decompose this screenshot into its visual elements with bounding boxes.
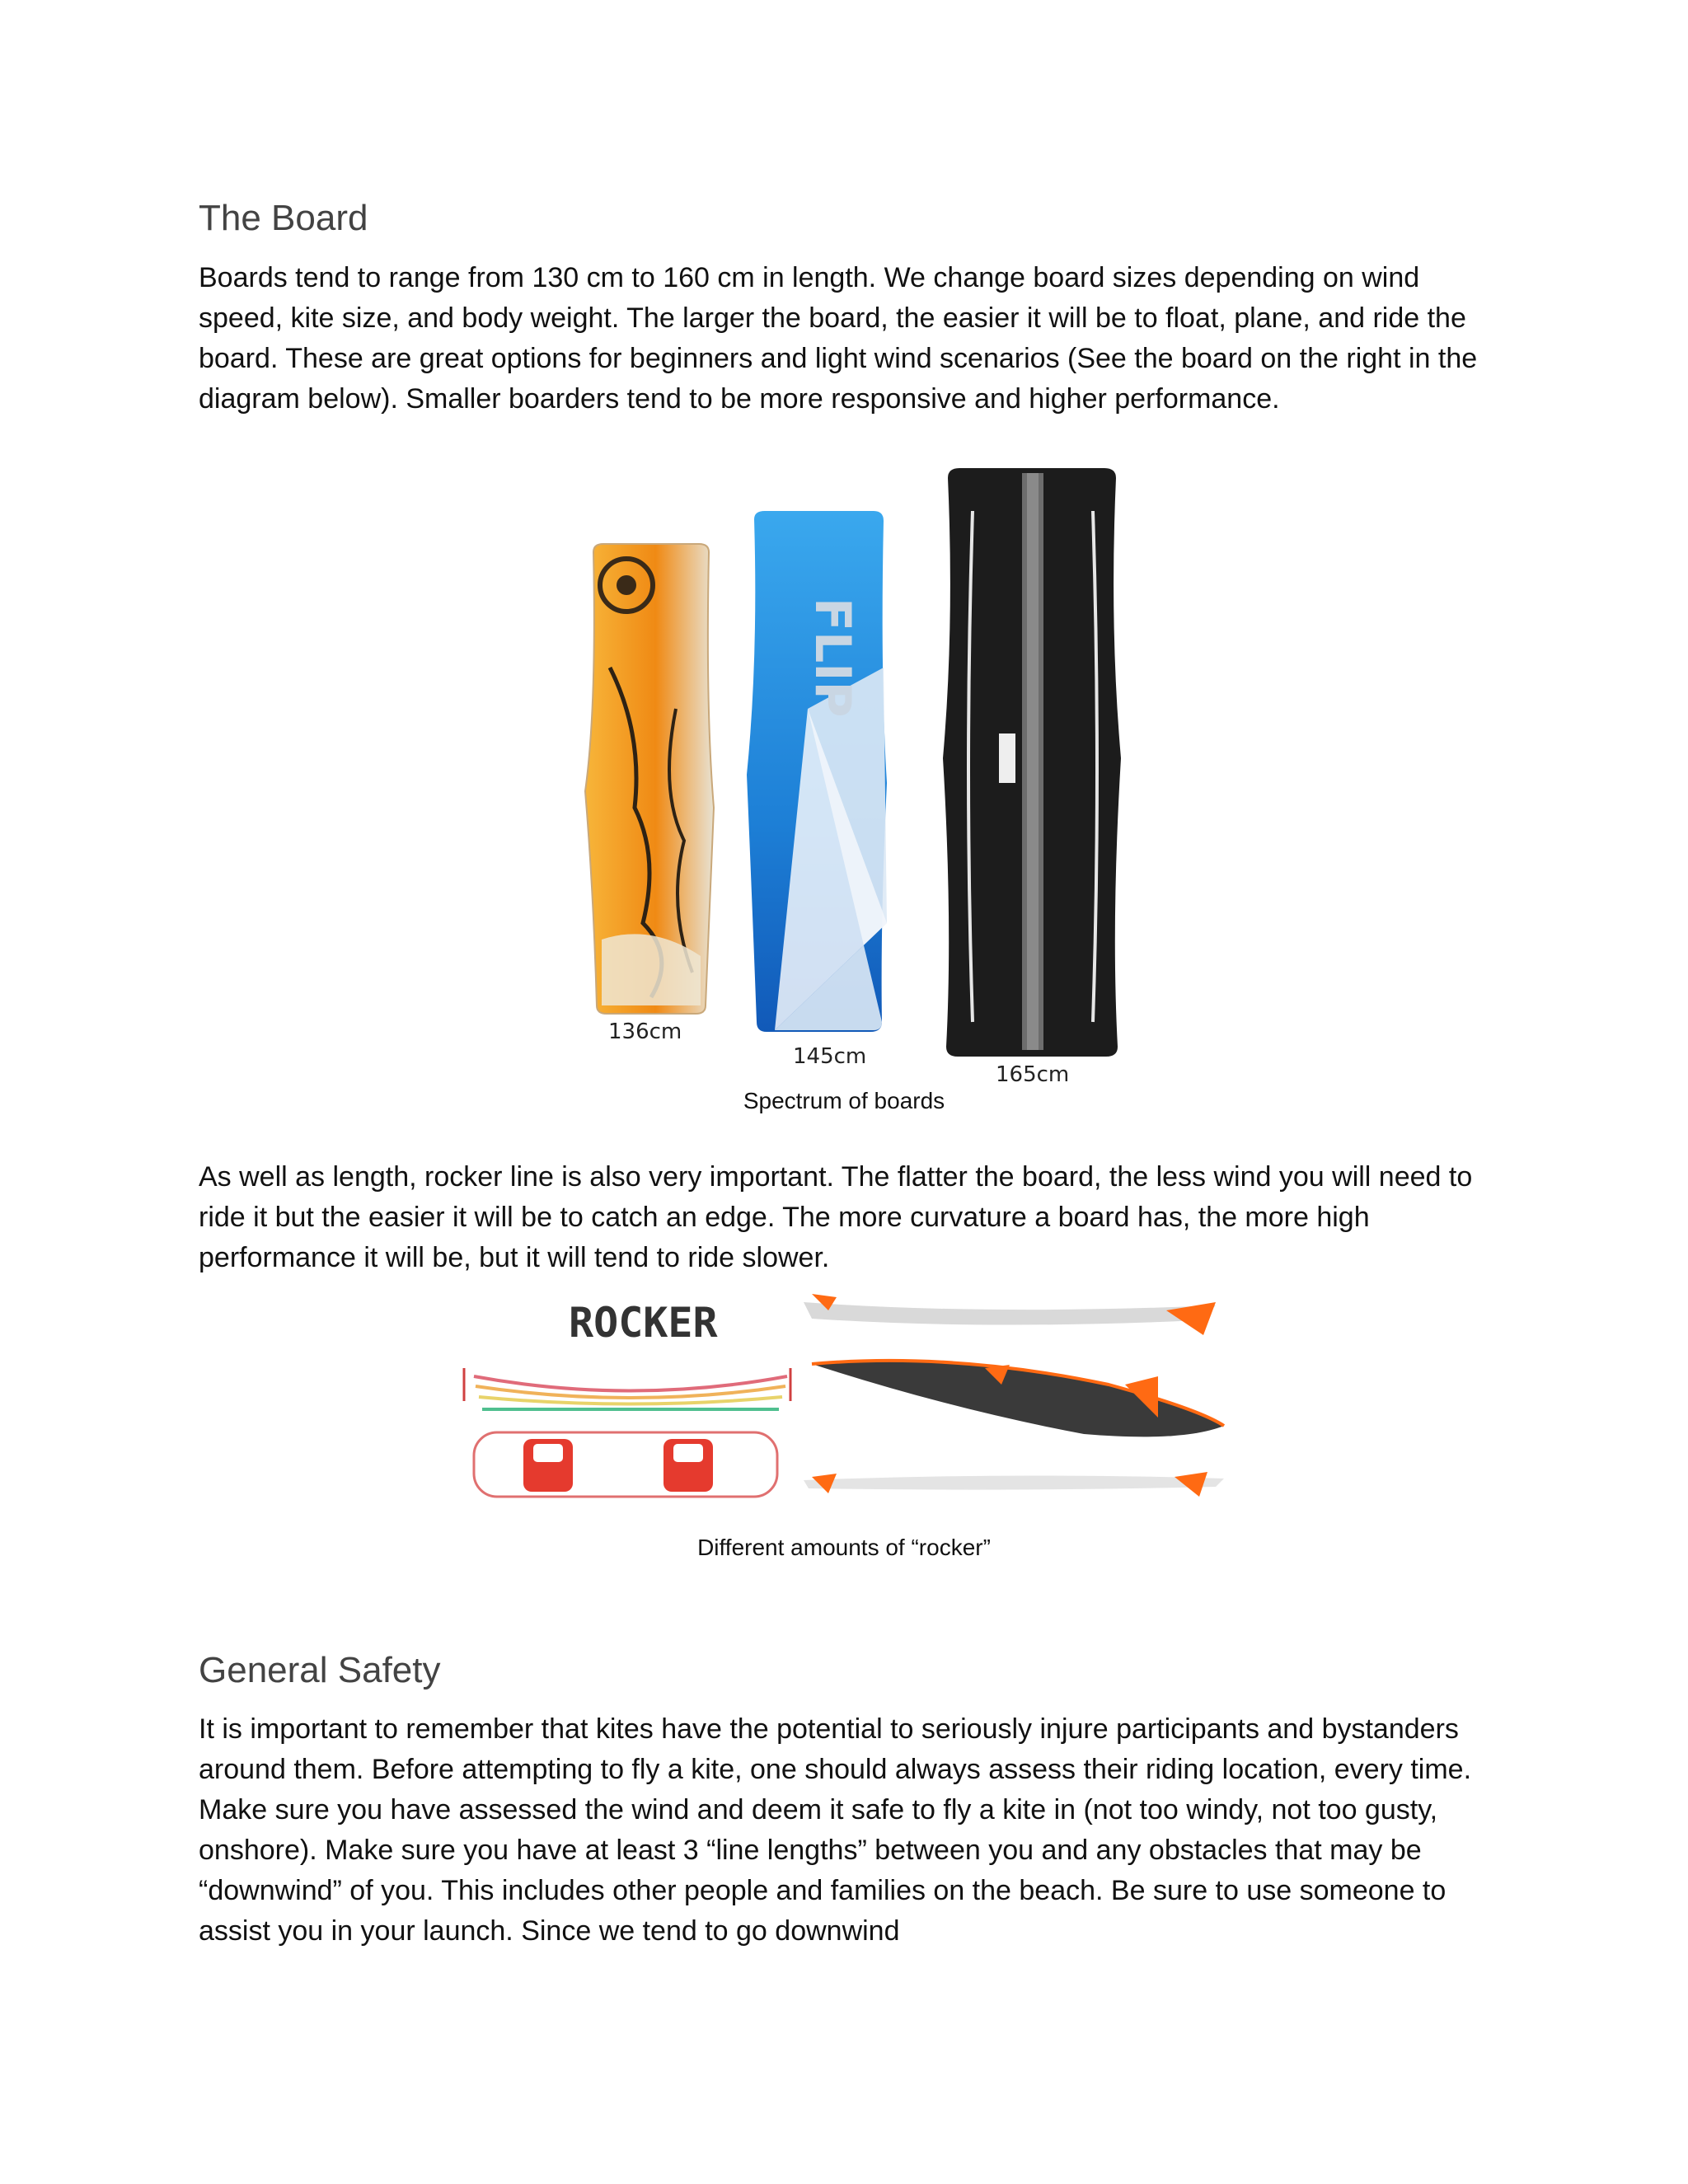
rocker-figure [457,1286,1232,1508]
rocker-title: ROCKER [569,1299,718,1347]
safety-section-heading: General Safety [199,1650,441,1690]
board-145-label: 145cm [793,1044,867,1069]
board-section-heading: The Board [199,198,368,238]
board-165-label: 165cm [996,1062,1070,1087]
rocker-figure-caption: Different amounts of “rocker” [697,1535,991,1560]
rocker-lines-diagram [464,1368,790,1497]
board-136-label: 136cm [608,1019,682,1044]
rocker-board-flat [804,1294,1216,1335]
boards-figure-caption: Spectrum of boards [743,1088,945,1113]
rocker-board-curved [812,1361,1224,1436]
board-145 [747,511,887,1069]
rocker-paragraph: As well as length, rocker line is also very important. The flatter the board, the less wind you will need to ride it but the easier it will be to catch an edge. The more curvature a board has, the more high performance it will be, but it will tend to ride slower. [199,1161,1473,1273]
board-136 [585,544,714,1044]
boards-figure [560,462,1146,1088]
board-section-paragraph: Boards tend to range from 130 cm to 160 cm in length. We change board sizes depending on wind speed, kite size, and body weight. The larger the board, the easier it will be to float, plane, and ride the board. These are great options for beginners and light wind scenarios (See the board on the right in the diagram below). Smaller boarders tend to be more responsive and higher performance. [199,262,1478,415]
svg-text:FLIP: FLIP [804,598,861,718]
rocker-board-high [804,1472,1224,1497]
safety-section-paragraph: It is important to remember that kites have the potential to seriously injure participants and bystanders around them. Before attempting to fly a kite, one should always assess their riding location, every time. Make sure you have assessed the wind and deem it safe to fly a kite in (not too windy, not too gusty, onshore). Make sure you have at least 3 “line lengths” between you and any obstacles that may be “downwind” of you. This includes other people and families on the beach. Be sure to use someone to assist you in your launch. Since we tend to go downwind [199,1713,1472,1947]
board-165 [943,468,1121,1087]
